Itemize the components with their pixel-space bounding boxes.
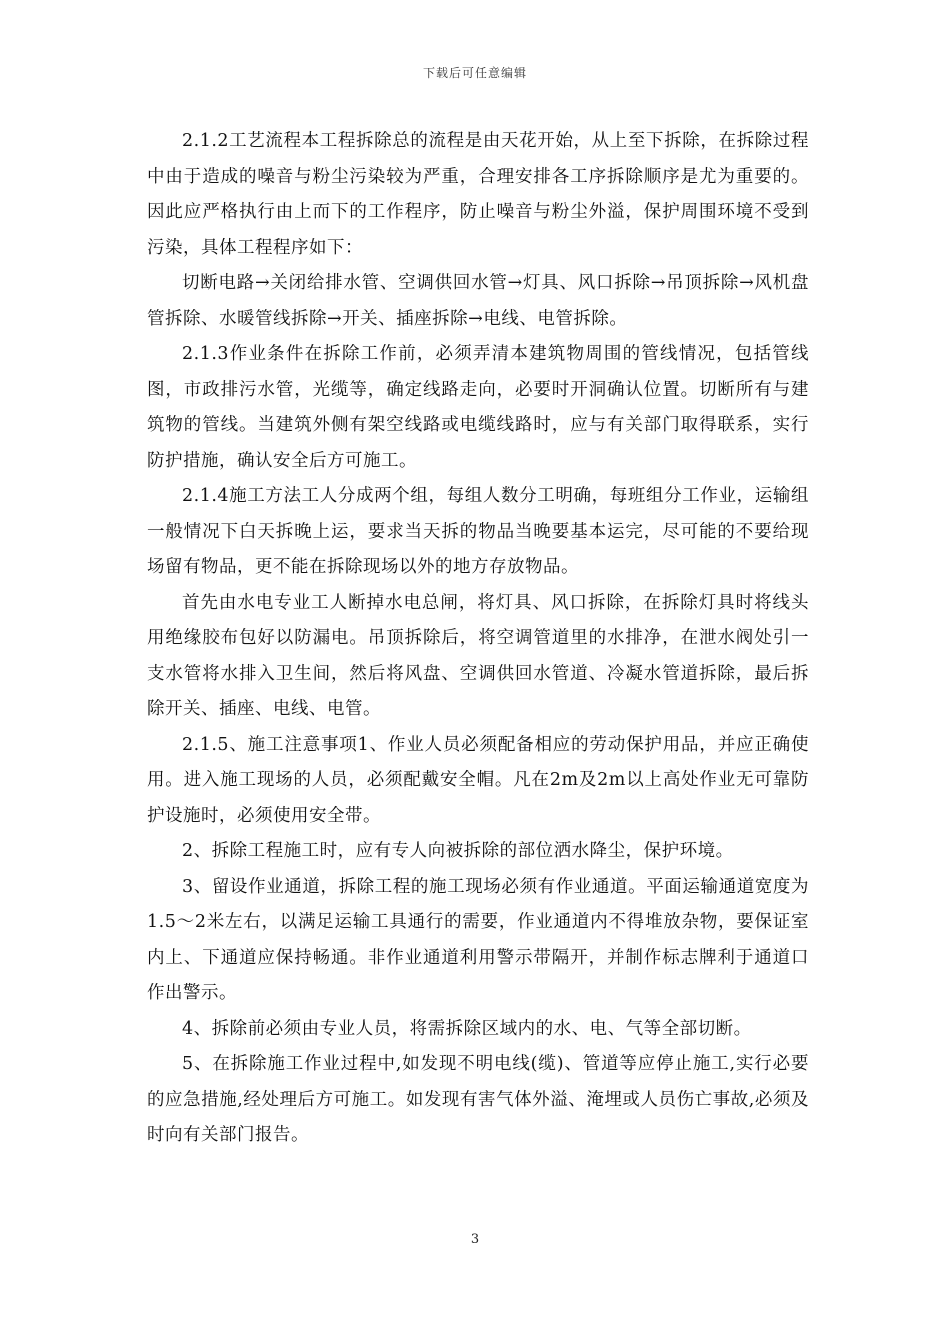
paragraph-utility-shutoff: 首先由水电专业工人断掉水电总闸，将灯具、风口拆除，在拆除灯具时将线头用绝缘胶布包好以防漏电。吊顶拆除后，将空调管道里的水排净，在泄水阀处引一支水管将水排入卫生间，然后将风盘、空调供回水管道、冷凝水管道拆除，最后拆除开关、插座、电线、电管。 — [147, 592, 809, 719]
page-header: 下载后可任意编辑 — [422, 66, 527, 80]
paragraph-cut-utilities: 4、拆除前必须由专业人员，将需拆除区域内的水、电、气等全部切断。 — [182, 1018, 752, 1039]
paragraph-process-flow: 2.1.2工艺流程本工程拆除总的流程是由天花开始，从上至下拆除，在拆除过程中由于造成的噪音与粉尘污染较为严重，合理安排各工序拆除顺序是尤为重要的。因此应严格执行由上而下的工作程序，防止噪音与粉尘外溢，保护周围环境不受到污染，具体工程程序如下： — [147, 131, 809, 258]
paragraph-work-passage: 3、留设作业通道，拆除工程的施工现场必须有作业通道。平面运输通道宽度为1.5～2米左右，以满足运输工具通行的需要，作业通道内不得堆放杂物，要保证室内上、下通道应保持畅通。非作业通道利用警示带隔开，并制作标志牌利于通道口作出警示。 — [147, 876, 809, 1003]
paragraph-process-sequence: 切断电路→关闭给排水管、空调供回水管→灯具、风口拆除→吊顶拆除→风机盘管拆除、水暖管线拆除→开关、插座拆除→电线、电管拆除。 — [147, 273, 809, 329]
paragraph-dust-control: 2、拆除工程施工时，应有专人向被拆除的部位洒水降尘，保护环境。 — [182, 841, 734, 861]
paragraph-construction-method: 2.1.4施工方法工人分成两个组，每组人数分工明确，每班组分工作业，运输组一般情况下白天拆晚上运，要求当天拆的物品当晚要基本运完，尽可能的不要给现场留有物品，更不能在拆除现场以外的地方存放物品。 — [147, 486, 809, 577]
paragraph-work-conditions: 2.1.3作业条件在拆除工作前，必须弄清本建筑物周围的管线情况，包括管线图，市政排污水管，光缆等，确定线路走向，必要时开洞确认位置。切断所有与建筑物的管线。当建筑外侧有架空线路或电缆线路时，应与有关部门取得联系，实行防护措施，确认安全后方可施工。 — [147, 344, 809, 471]
document-body — [147, 124, 809, 1154]
paragraph-safety-notes: 2.1.5、施工注意事项1、作业人员必须配备相应的劳动保护用品，并应正确使用。进入施工现场的人员，必须配戴安全帽。凡在2m及2m以上高处作业无可靠防护设施时，必须使用安全带。 — [147, 734, 809, 826]
paragraph-emergency: 5、在拆除施工作业过程中,如发现不明电线(缆)、管道等应停止施工,实行必要的应急措施,经处理后方可施工。如发现有害气体外溢、淹埋或人员伤亡事故,必须及时向有关部门报告。 — [147, 1054, 809, 1145]
page-number: 3 — [470, 1232, 480, 1247]
